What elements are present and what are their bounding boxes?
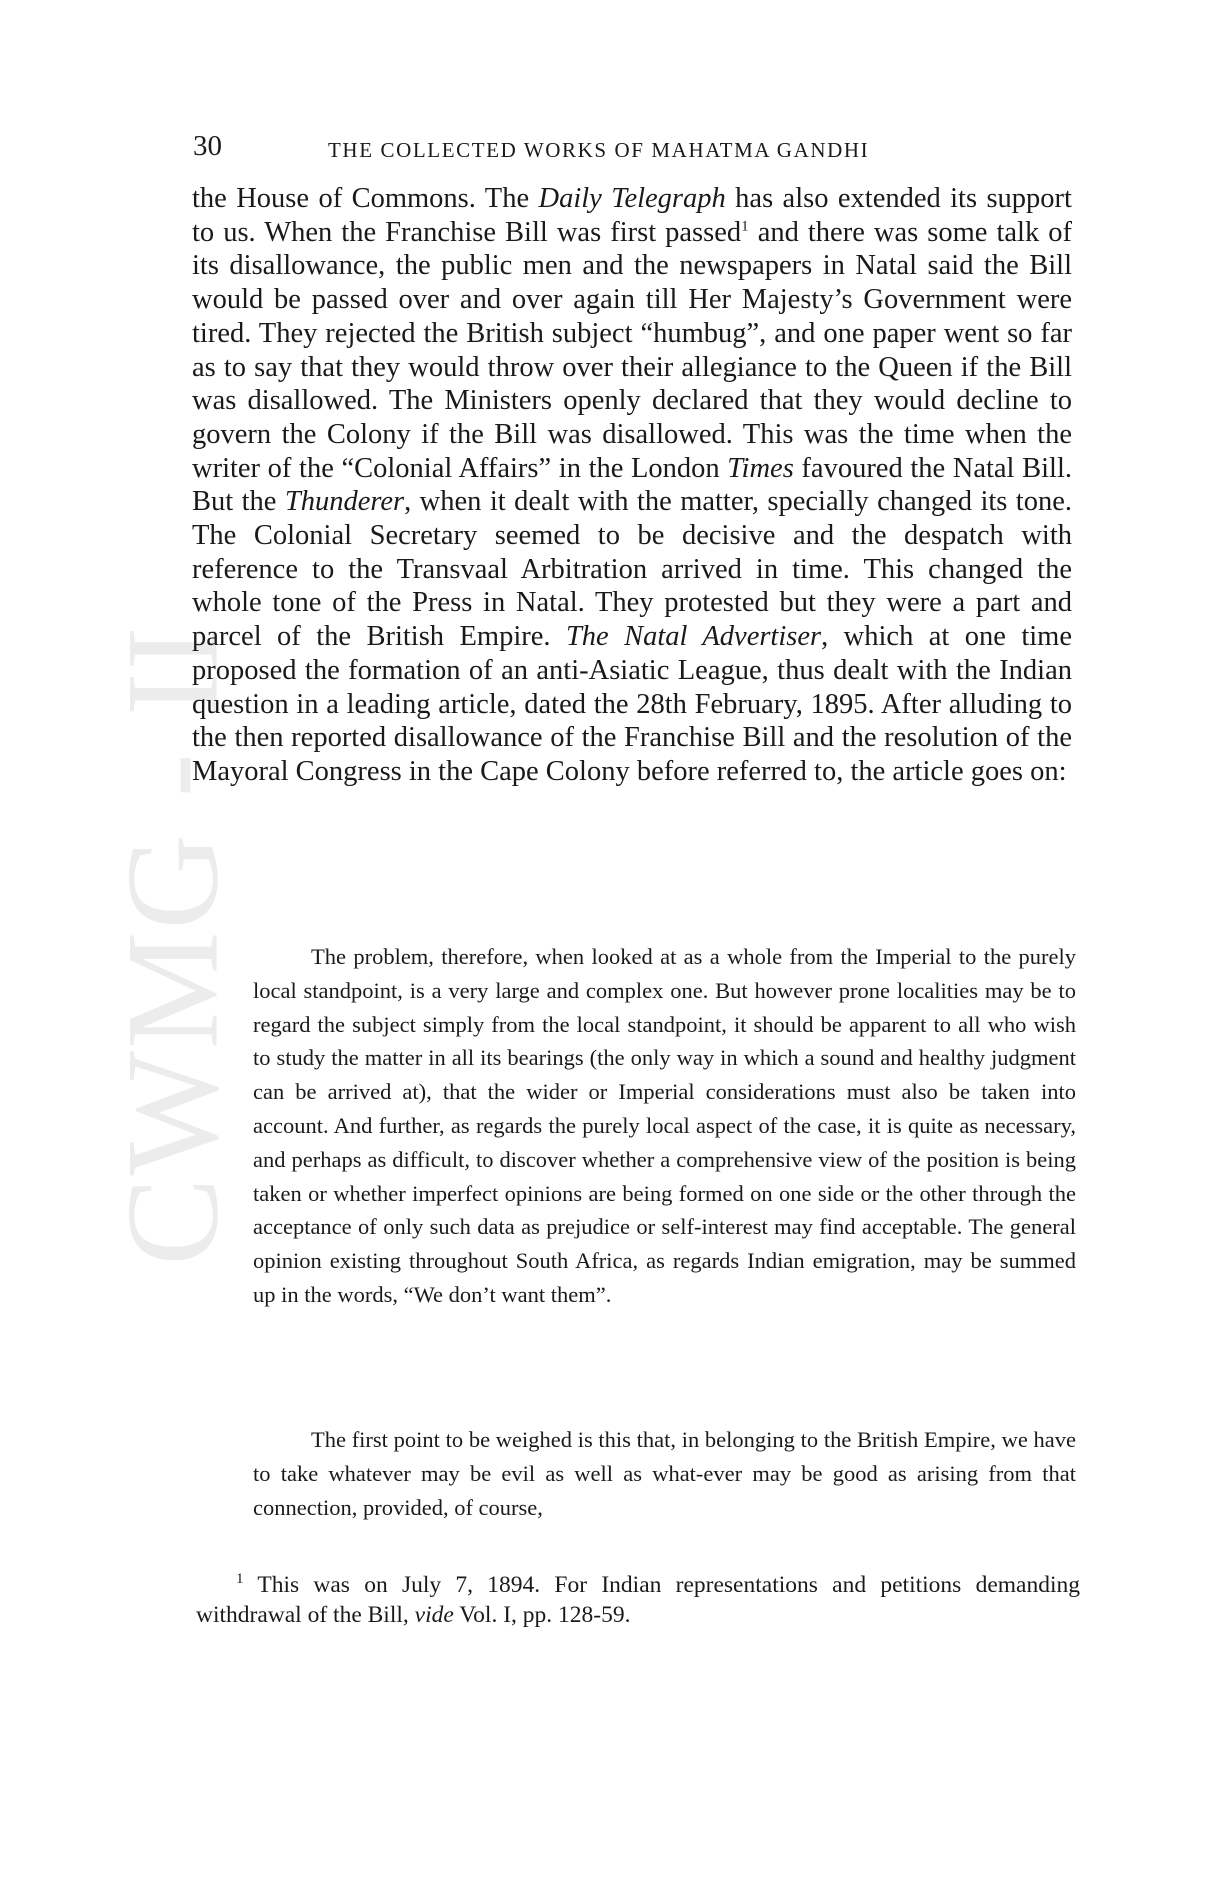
- block-quote-paragraph-1: The problem, therefore, when looked at as a whole from the Imperial to the purely local standpoint, is a very large and complex one. But however prone localities may be to regard the subject simply from the local standpoint, it should be apparent to all who wish to study the matter in all its bearings (the only way in which a sound and healthy judgment can be arrived at), that the wider or Imperial considerations must also be taken into account. And further, as regards the purely local aspect of the case, it is quite as necessary, and perhaps as difficult, to discover whether a comprehensive view of the position is being taken or whether imperfect opinions are being formed on one side or the other through the acceptance of only such data as prejudice or self-interest may find acceptable. The general opinion existing throughout South Africa, as regards Indian emigration, may be summed up in the words, “We don’t want them”.: [253, 944, 1076, 1307]
- newspaper-natal-advertiser: The Natal Advertiser: [565, 621, 822, 653]
- newspaper-daily-telegraph: Daily Telegraph: [538, 183, 726, 214]
- body-text-2: has also extended its support to us. When the Franchise Bill was first passed: [192, 183, 1072, 248]
- footnote-reference: 1: [741, 218, 749, 235]
- footnote-vide: vide: [414, 1602, 454, 1628]
- body-text-5: , when it dealt with the matter, specially changed its tone. The Colonial Secretary seemed to be decisive and the despatch with reference to the Transvaal Arbitration arrived in time. This changed the whole tone of the Press in Natal. They protested but they were a part and parcel of the British Empire.: [192, 486, 1072, 653]
- newspaper-times: Times: [727, 452, 794, 484]
- page-number: 30: [193, 130, 222, 162]
- main-paragraph: [192, 182, 1072, 789]
- body-text-1: the House of Commons. The: [192, 183, 539, 214]
- running-title: THE COLLECTED WORKS OF MAHATMA GANDHI: [328, 138, 870, 162]
- footnote-text-2: Vol. I, pp. 128-59.: [453, 1602, 631, 1628]
- body-text-4: favoured the Natal Bill. But the: [192, 452, 1072, 518]
- body-text-3: and there was some talk of its disallowance, the public men and the newspapers in Natal said the Bill would be passed over and over again till Her Majesty’s Government were tired. They rejected the British subject “humbug”, and one paper went so far as to say that they would throw over their allegiance to the Queen if the Bill was disallowed. The Ministers openly declared that they would decline to govern the Colony if the Bill was disallowed. This was the time when the writer of the “Colonial Affairs” in the London: [192, 216, 1072, 484]
- footnote-text-1: This was on July 7, 1894. For Indian representations and petitions demanding withdrawal of the Bill,: [196, 1572, 1080, 1628]
- watermark-text: CWMG - II: [98, 624, 246, 1266]
- page-header: [193, 130, 1073, 170]
- footnote: [196, 1570, 1080, 1630]
- newspaper-thunderer: Thunderer: [284, 486, 405, 518]
- block-quote-paragraph-2: The first point to be weighed is this that, in belonging to the British Empire, we have to take whatever may be evil as well as what-ever may be good as arising from that connection, provided, of course,: [253, 1427, 1076, 1520]
- footnote-mark: 1: [236, 1571, 244, 1588]
- body-text-6: , which at one time proposed the formation of an anti-Asiatic League, thus dealt with the Indian question in a leading article, dated the 28th February, 1895. After alluding to the then reported disallowance of the Franchise Bill and the resolution of the Mayoral Congress in the Cape Colony before referred to, the article goes on:: [192, 621, 1072, 787]
